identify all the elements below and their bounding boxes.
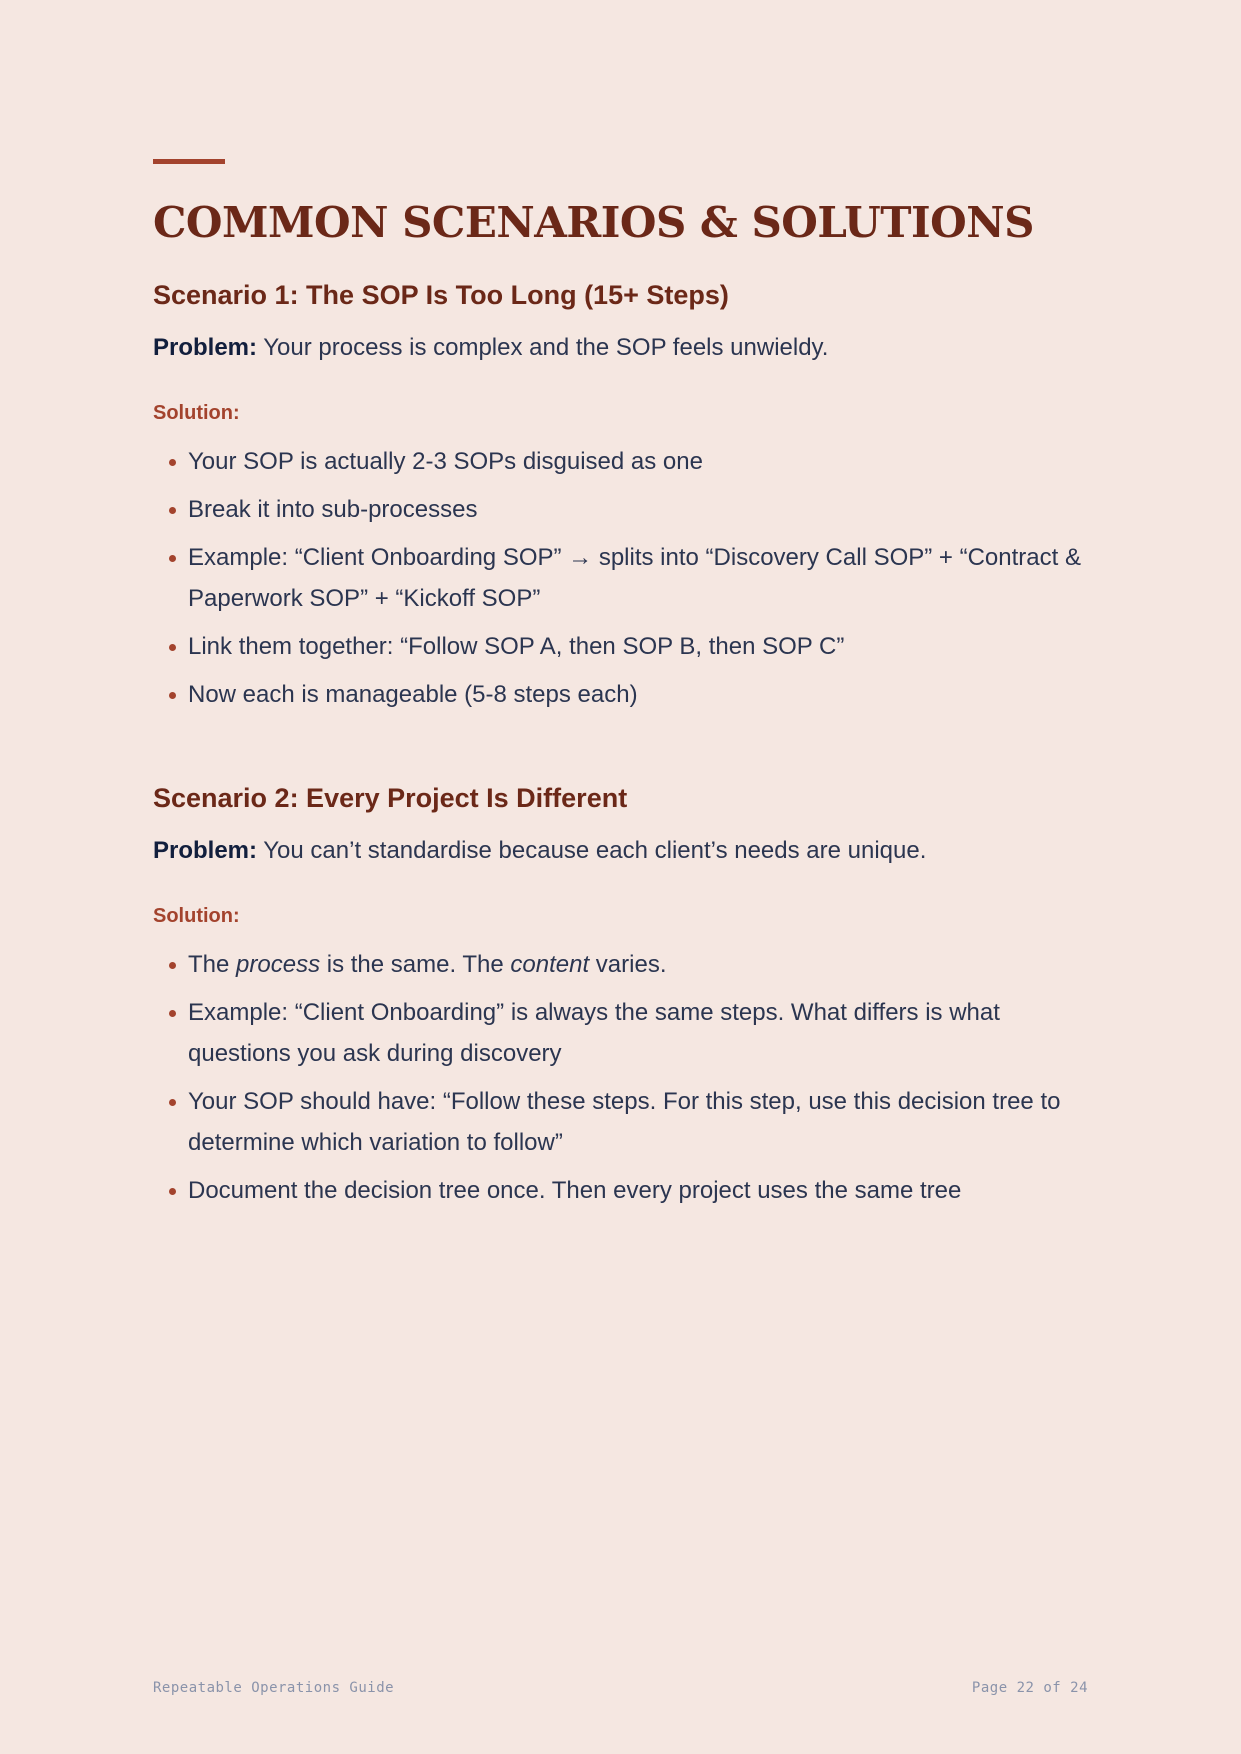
list-item-text: Your SOP is actually 2-3 SOPs disguised as one xyxy=(188,448,703,475)
list-item xyxy=(153,944,1088,985)
footer-guide-title: Repeatable Operations Guide xyxy=(153,1680,395,1696)
scenario-2-heading: Scenario 2: Every Project Is Different xyxy=(153,783,628,813)
scenario-1-section xyxy=(153,277,1088,722)
bullet-dot-icon xyxy=(169,692,176,699)
scenario-2-solution-list xyxy=(153,944,1088,1211)
list-item-text: Now each is manageable (5-8 steps each) xyxy=(188,681,638,708)
list-item xyxy=(153,441,1088,482)
bullet-dot-icon xyxy=(169,507,176,514)
scenario-1-solution-label: Solution: xyxy=(153,402,240,424)
page-title: COMMON SCENARIOS & SOLUTIONS xyxy=(153,198,1034,247)
bullet-dot-icon xyxy=(169,555,176,562)
bullet-dot-icon xyxy=(169,459,176,466)
list-item-text: Your SOP should have: “Follow these steps. For this step, use this decision tree to determine which variation to follow” xyxy=(188,1088,1061,1156)
title-accent-rule xyxy=(153,159,225,164)
list-item xyxy=(153,1081,1088,1163)
footer-page-number: Page 22 of 24 xyxy=(971,1680,1088,1696)
list-item xyxy=(153,992,1088,1074)
scenario-2-solution-label: Solution: xyxy=(153,905,240,927)
bullet-dot-icon xyxy=(169,644,176,651)
emphasis-process: process xyxy=(236,951,321,978)
list-item-text: Example: “Client Onboarding SOP” → splits into “Discovery Call SOP” + “Contract & Paperwork SOP” + “Kickoff SOP” xyxy=(188,544,1081,612)
list-item-text xyxy=(188,951,666,978)
text-run: varies. xyxy=(589,951,667,978)
bullet-dot-icon xyxy=(169,1188,176,1195)
scenario-2-section xyxy=(153,780,1088,1218)
scenario-1-problem xyxy=(153,331,1088,365)
problem-label: Problem: xyxy=(153,334,258,361)
list-item-text: Document the decision tree once. Then every project uses the same tree xyxy=(188,1177,962,1204)
list-item-text: Link them together: “Follow SOP A, then SOP B, then SOP C” xyxy=(188,633,845,660)
bullet-dot-icon xyxy=(169,962,176,969)
text-run: is the same. The xyxy=(320,951,511,978)
scenario-2-problem xyxy=(153,834,1088,868)
problem-text: Your process is complex and the SOP feels unwieldy. xyxy=(257,334,829,361)
scenario-1-solution-list xyxy=(153,441,1088,715)
problem-label: Problem: xyxy=(153,837,258,864)
bullet-dot-icon xyxy=(169,1099,176,1106)
list-item-text: Break it into sub-processes xyxy=(188,496,478,523)
emphasis-content: content xyxy=(510,951,590,978)
bullet-dot-icon xyxy=(169,1010,176,1017)
list-item xyxy=(153,1170,1088,1211)
list-item xyxy=(153,537,1088,619)
text-run: The xyxy=(188,951,237,978)
list-item xyxy=(153,626,1088,667)
list-item-text: Example: “Client Onboarding” is always the same steps. What differs is what questions you ask during discovery xyxy=(188,999,1000,1067)
problem-text: You can’t standardise because each client’s needs are unique. xyxy=(257,837,927,864)
list-item xyxy=(153,674,1088,715)
scenario-1-heading: Scenario 1: The SOP Is Too Long (15+ Steps) xyxy=(153,280,729,310)
list-item xyxy=(153,489,1088,530)
